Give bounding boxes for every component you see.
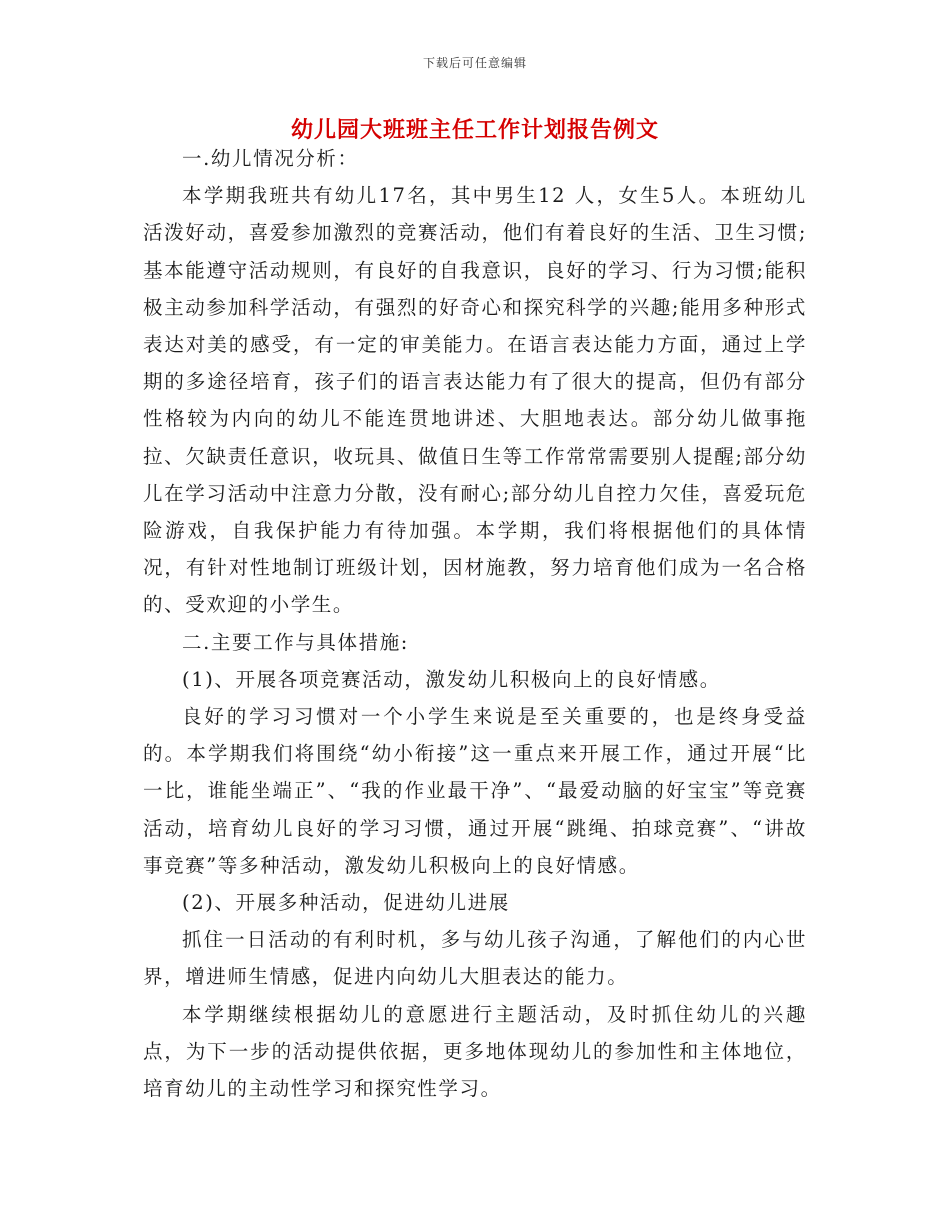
section-heading-1: 一.幼儿情况分析： (182, 147, 359, 170)
paragraph-daily-activities: 抓住一日活动的有利时机，多与幼儿孩子沟通，了解他们的内心世界，增进师生情感，促进内向幼儿大胆表达的能力。 (143, 928, 807, 989)
document-title: 幼儿园大班班主任工作计划报告例文 (290, 117, 659, 143)
section-heading-2: 二.主要工作与具体措施: (182, 630, 409, 654)
paragraph-child-analysis: 本学期我班共有幼儿17名，其中男生12 人，女生5人。本班幼儿活泼好动，喜爱参加激烈的竞赛活动，他们有着良好的生活、卫生习惯;基本能遵守活动规则，有良好的自我意识，良好的学习、行为习惯;能积极主动参加科学活动，有强烈的好奇心和探究科学的兴趣;能用多种形式表达对美的感受，有一定的审美能力。在语言表达能力方面，通过上学期的多途径培育，孩子们的语言表达能力有了很大的提高，但仍有部分性格较为内向的幼儿不能连贯地讲述、大胆地表达。部分幼儿做事拖拉、欠缺责任意识，收玩具、做值日生等工作常常需要别人提醒;部分幼儿在学习活动中注意力分散，没有耐心;部分幼儿自控力欠佳，喜爱玩危险游戏，自我保护能力有待加强。本学期，我们将根据他们的具体情况，有针对性地制订班级计划，因材施教，努力培育他们成为一名合格的、受欢迎的小学生。 (143, 184, 807, 617)
paragraph-study-habits: 良好的学习习惯对一个小学生来说是至关重要的，也是终身受益的。本学期我们将围绕“幼小衔接”这一重点来开展工作，通过开展“比一比，谁能坐端正”、“我的作业最干净”、“最爱动脑的好宝宝”等竞赛活动，培育幼儿良好的学习习惯，通过开展“跳绳、拍球竞赛”、“讲故事竞赛”等多种活动，激发幼儿积极向上的良好情感。 (143, 705, 807, 877)
header-note: 下载后可任意编辑 (422, 56, 527, 70)
document-body (143, 140, 807, 1107)
subheading-1: (1)、开展各项竞赛活动，激发幼儿积极向上的良好情感。 (182, 667, 721, 691)
subheading-2: (2)、开展多种活动，促进幼儿进展 (182, 891, 510, 915)
paragraph-theme-activities: 本学期继续根据幼儿的意愿进行主题活动，及时抓住幼儿的兴趣点，为下一步的活动提供依据，更多地体现幼儿的参加性和主体地位，培育幼儿的主动性学习和探究性学习。 (143, 1002, 807, 1101)
